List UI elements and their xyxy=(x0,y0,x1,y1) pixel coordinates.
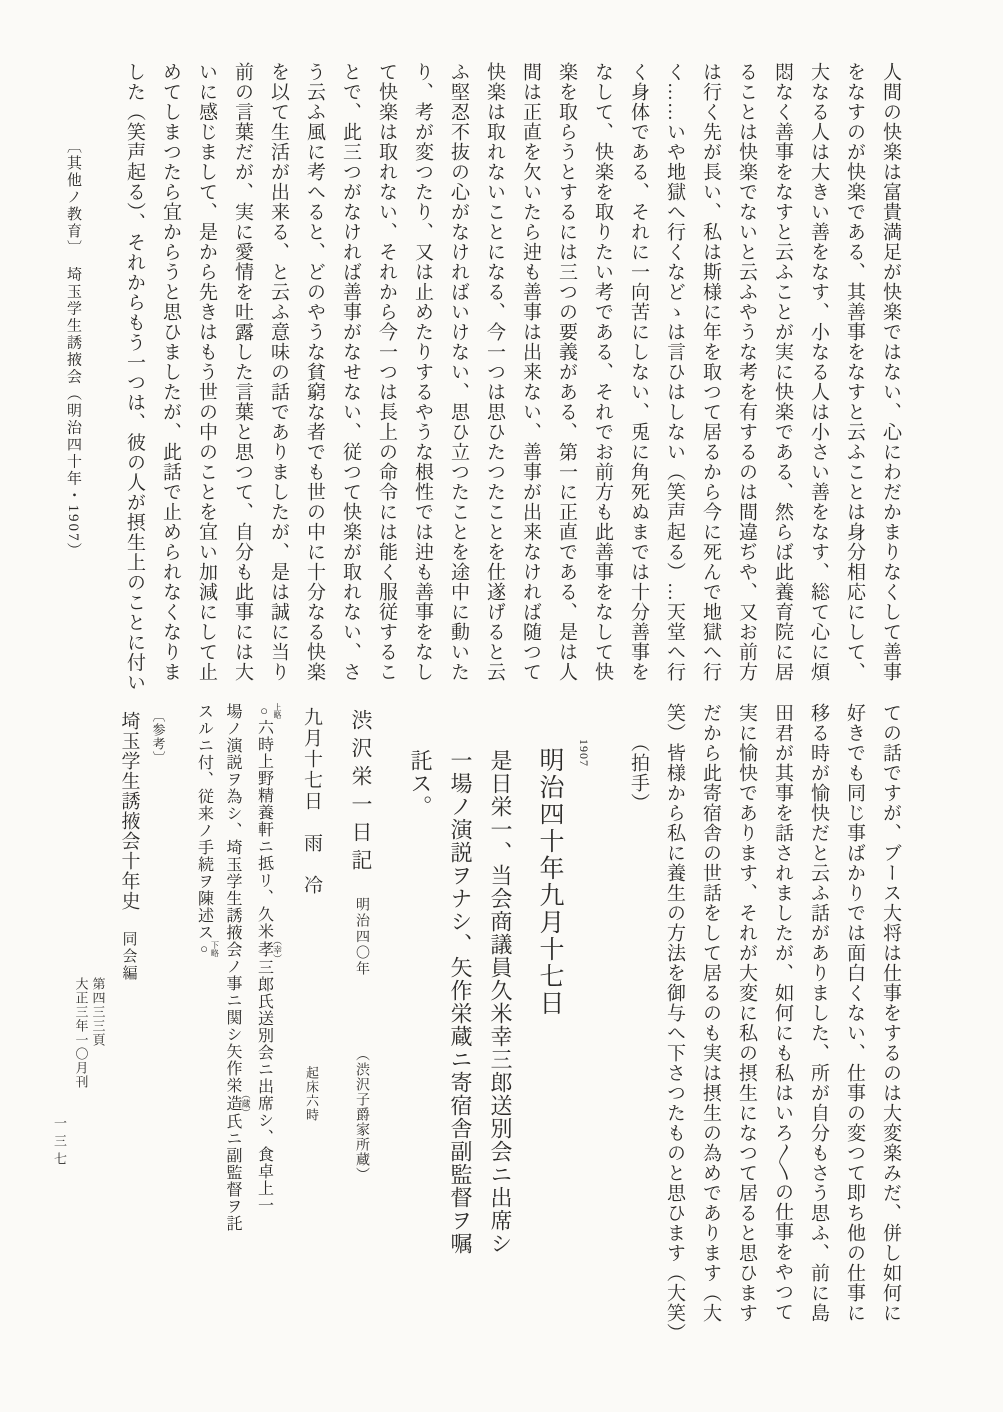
text-column: り、考が変つたり、又は止めたりするやうな根性では迚も善事をなし xyxy=(412,62,433,682)
page-number: 一三七 xyxy=(52,1116,67,1170)
text-column: だから此寄宿舎の世話をして居るのも実は摂生の為めであります（大 xyxy=(700,703,721,1323)
text-column: ふ堅忍不抜の心がなければいけない、思ひ立つたことを途中に動いた xyxy=(448,62,469,682)
diary-text-column: スルニ付、従来ノ手続ヲ陳述ス○ 下略 xyxy=(195,703,220,957)
reference-page-number: 第四三三頁 xyxy=(90,977,106,1047)
text-column: なして、快楽を取りたい考である、それでお前方も此善事をなして快 xyxy=(592,62,613,682)
diary-date-weather: 九月十七日 雨 冷 xyxy=(301,707,322,896)
kanji-correction-ruby: 造 （蔵） xyxy=(224,1090,251,1117)
text-column: 間は正直を欠いたら迚も善事は出来ない、善事が出来なければ随つて xyxy=(520,62,541,682)
text-column: て快楽は取れない、それから今一つは長上の命令には能く服従するこ xyxy=(376,62,397,682)
reference-label: 〔参考〕 xyxy=(150,709,166,765)
diary-section-block xyxy=(73,703,909,1359)
text-column: 好きでも同じ事ばかりでは面白くない、仕事の変つて即ち他の仕事に xyxy=(844,703,865,1323)
text-column: ることは快楽でないと云ふやうな考を有するのは間違ぢや、又お前方 xyxy=(736,62,757,682)
applause-note: （拍手） xyxy=(628,733,649,813)
text-column: いに感じまして、是から先きはもう世の中のことを宜い加減にして止 xyxy=(196,62,217,682)
diary-source-attribution xyxy=(338,703,384,1359)
text-column: 移る時が愉快だと云ふ話がありました、所が自分もさう思ふ、前に島 xyxy=(808,703,829,1323)
entry-summary-line: 是日栄一、当会商議員久米幸三郎送別会ニ出席シ xyxy=(488,749,513,1255)
text-column: をなすのが快楽である、其善事をなすと云ふことは身分相応にして、 xyxy=(844,62,865,682)
text-column: めてしまつたら宜からうと思ひましたが、此話で止められなくなりま xyxy=(160,62,181,682)
diary-year: 明治四〇年 xyxy=(354,897,369,977)
text-column: を以て生活が出来る、と云ふ意味の話でありましたが、是は誠に当り xyxy=(268,62,289,682)
text-column: した（笑声起る）、それからもう一つは、彼の人が摂生上のことに付い xyxy=(124,62,145,693)
entry-date-heading: 明治四十年九月十七日 xyxy=(536,747,563,1017)
text-column: ての話ですが、ブース大将は仕事をするのは大変楽みだ、併し如何に xyxy=(880,703,901,1323)
reference-editor: 同会編 xyxy=(120,931,137,982)
text-column: は行く先が長い、私は斯様に年を取つて居るから今に死んで地獄へ行 xyxy=(700,62,721,682)
text-column: 悶なく善事をなすと云ふことが実に快楽である、然らば此養育院に居 xyxy=(772,62,793,682)
text-column: 笑）皆様から私に養生の方法を御与へ下さつたものと思ひます（大笑） xyxy=(664,703,685,1343)
year-annotation: 1907 xyxy=(577,739,591,767)
text-column: 実に愉快であります、それが大変に私の摂生になつて居ると思ひます xyxy=(736,703,757,1323)
omission-start-mark: ○ 上略 xyxy=(256,703,282,719)
text-column: 前の言葉だが、実に愛情を吐露した言葉と思つて、自分も此事には大 xyxy=(232,62,253,682)
text-column: 人間の快楽は富貴満足が快楽ではない、心にわだかまりなくして善事 xyxy=(880,62,901,682)
text-column: く身体である、それに一向苦にしない、兎に角死ぬまでは十分善事を xyxy=(628,62,649,682)
diary-text-column: 場ノ演説ヲ為シ、埼玉学生誘掖会ノ事ニ関シ矢作栄造 （蔵）氏ニ副監督ヲ託 xyxy=(224,703,251,1232)
text-column: 快楽は取れないことになる、今一つは思ひたつたことを仕遂げると云 xyxy=(484,62,505,682)
kanji-correction-ruby: 孝 （幸） xyxy=(255,936,282,963)
text-column: とで、此三つがなければ善事がなせない、従つて快楽が取れない、さ xyxy=(340,62,361,682)
diary-text-column: ○ 上略六時上野精養軒ニ抵リ、久米孝 （幸）三郎氏送別会ニ出席シ、食卓上一 xyxy=(255,703,282,1214)
wakeup-time-note: 起床六時 xyxy=(304,1066,319,1122)
diary-title: 渋沢栄一日記 xyxy=(349,709,373,877)
omission-end-mark: ○ 下略 xyxy=(196,941,220,957)
reference-publication-date: 大正三年一〇月刊 xyxy=(73,977,89,1089)
entry-summary-line: 託ス。 xyxy=(408,749,433,818)
text-column: 大なる人は大きい善をなす、小なる人は小さい善をなす、総て心に煩 xyxy=(808,62,829,682)
text-column: 田君が其事を話されましたが、如何にも私はいろ〱の仕事をやつて xyxy=(772,703,793,1322)
reference-title-column xyxy=(113,703,145,1359)
entry-summary-line: 一場ノ演説ヲナシ、矢作栄蔵ニ寄宿舎副監督ヲ嘱 xyxy=(448,749,473,1255)
diary-ownership: （渋沢子爵家所蔵） xyxy=(354,1047,369,1182)
text-column: 楽を取らうとするには三つの要義がある、第一に正直である、是は人 xyxy=(556,62,577,682)
text-column: く……いや地獄へ行くなどゝは言ひはしない（笑声起る）…天堂へ行 xyxy=(664,62,685,682)
speech-source-citation: 〔其他ノ教育〕 埼玉学生誘掖会（明治四十年・1907） xyxy=(65,138,81,560)
text-column: う云ふ風に考へると、どのやうな貧窮な者でも世の中に十分なる快楽 xyxy=(304,62,325,682)
speech-quotation-block xyxy=(58,62,908,724)
diary-dateline xyxy=(290,703,332,1359)
reference-title: 埼玉学生誘掖会十年史 xyxy=(118,711,140,911)
